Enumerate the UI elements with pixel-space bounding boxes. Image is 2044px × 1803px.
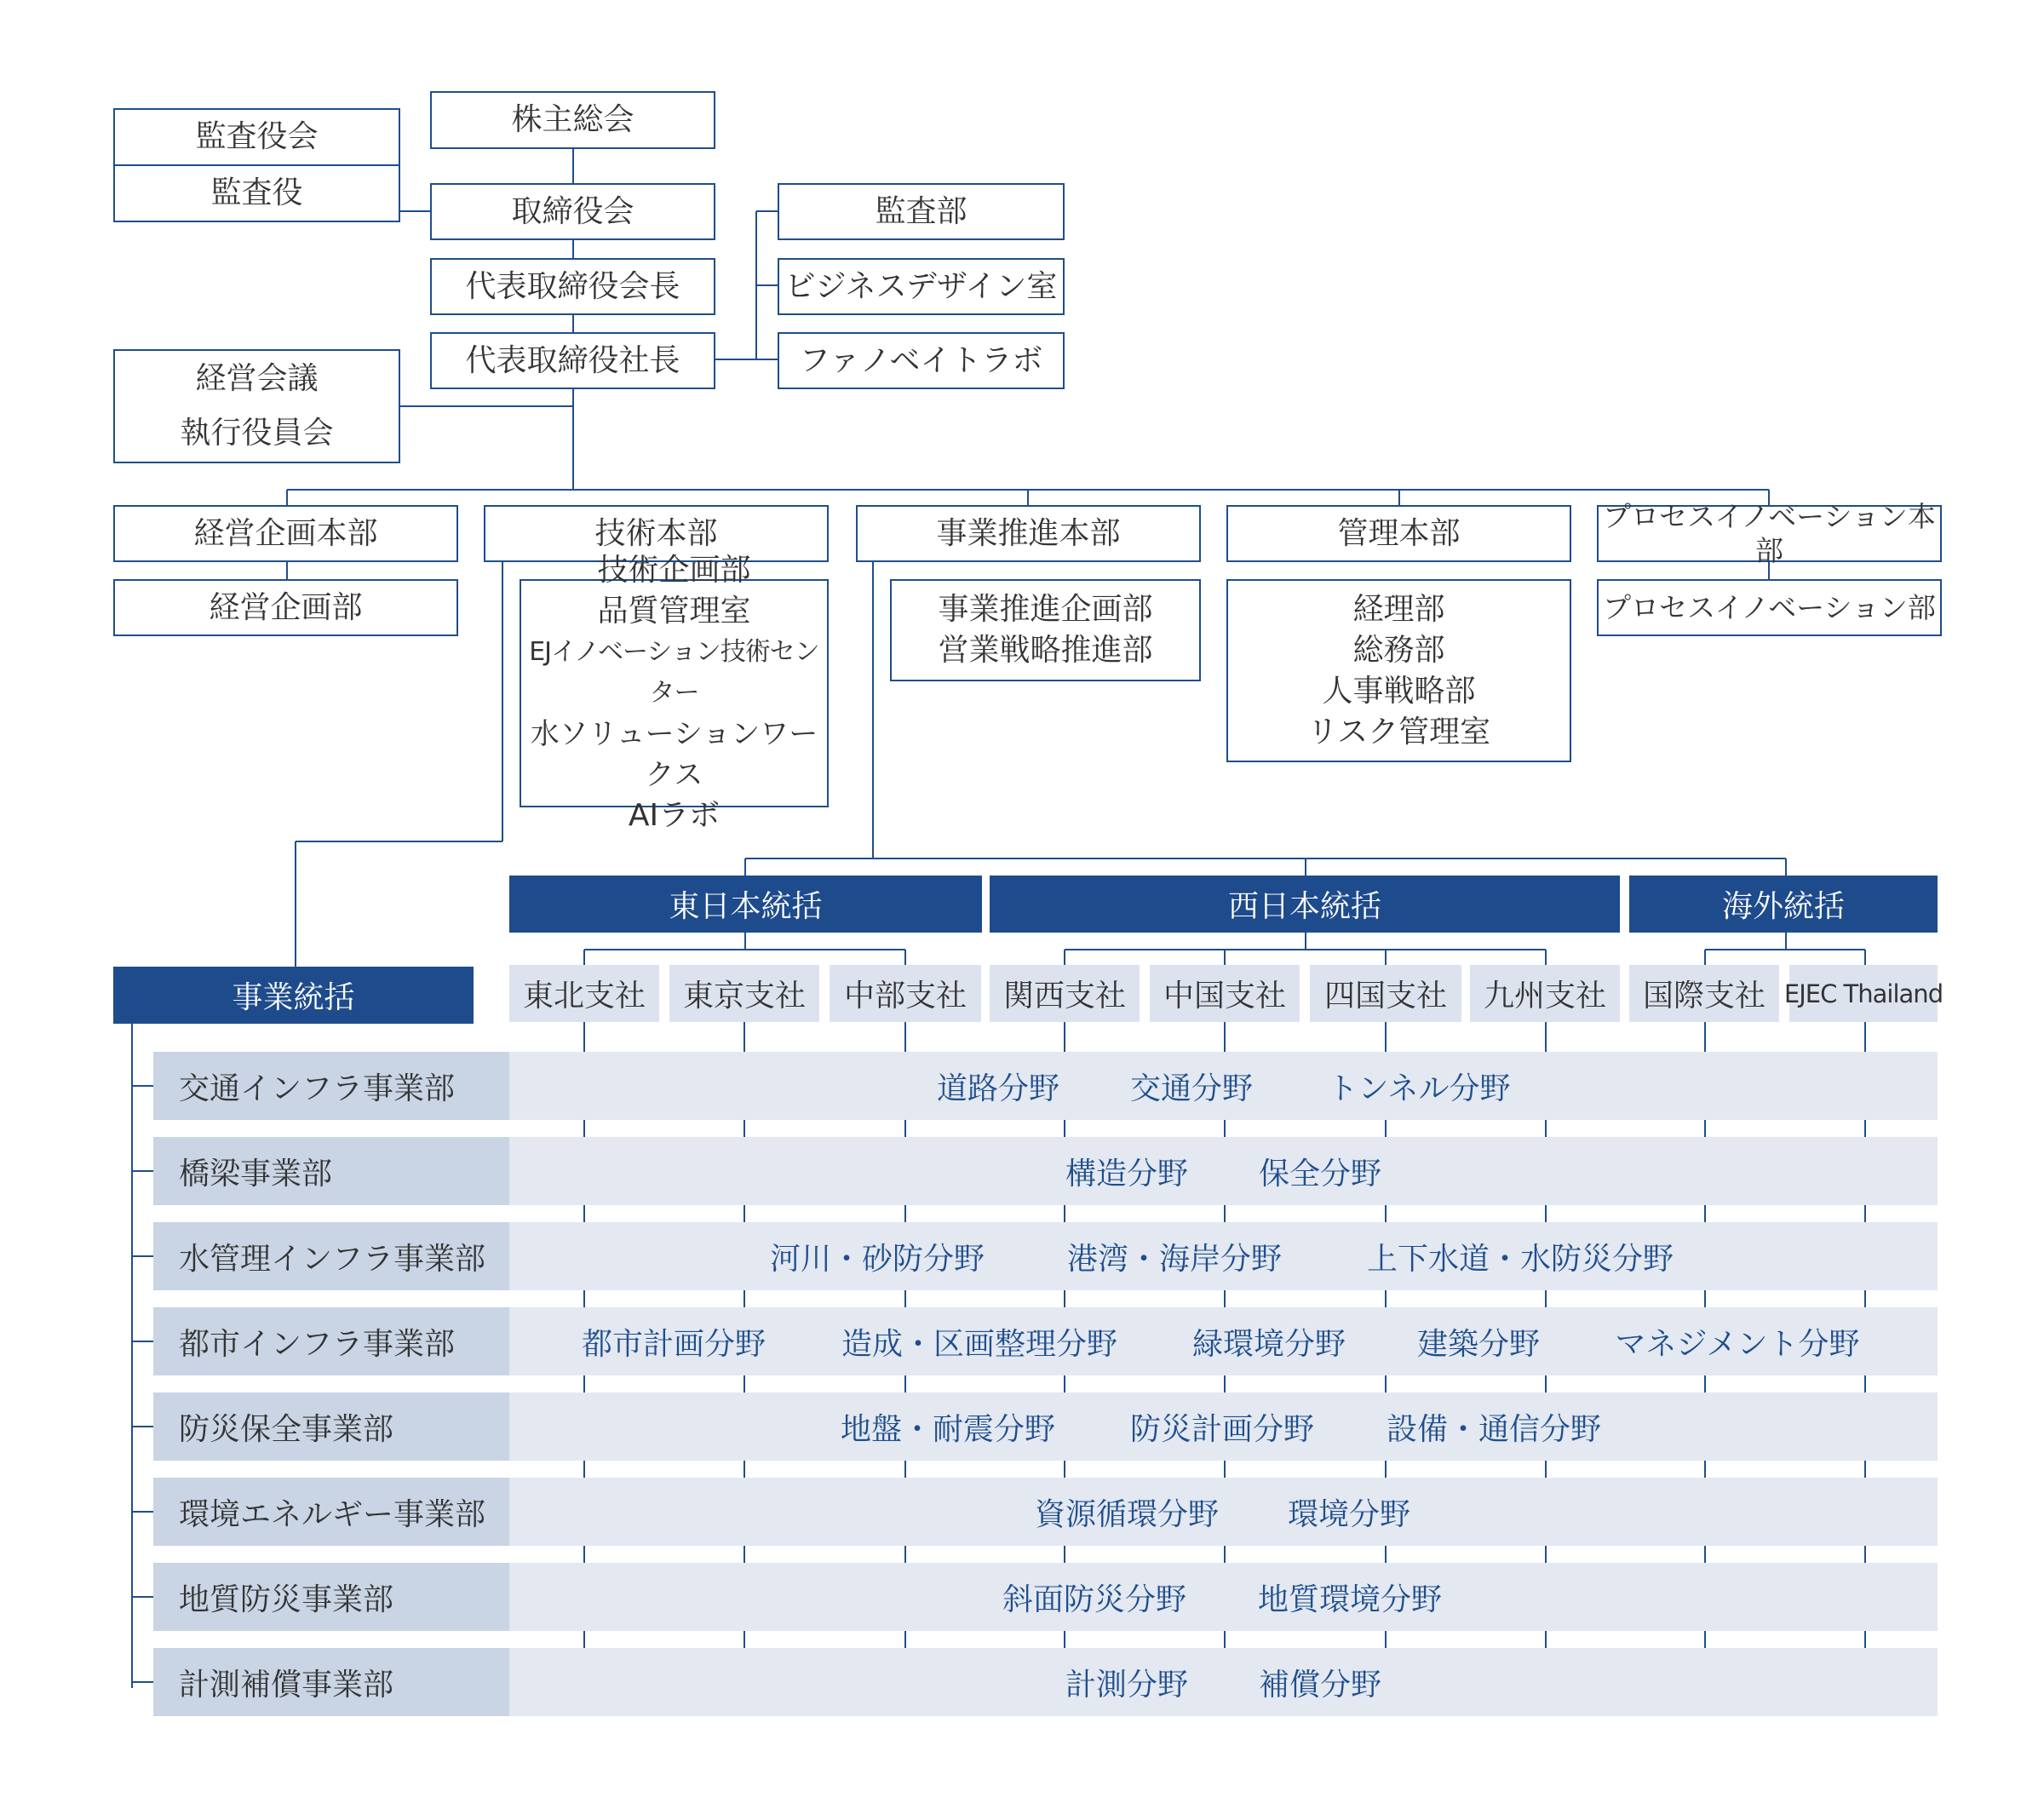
- field-label: 斜面防災分野: [1002, 1582, 1187, 1617]
- branch-label: 国際支社: [1642, 979, 1766, 1013]
- field-label: 建築分野: [1416, 1326, 1541, 1362]
- division-label: 都市インフラ事業部: [153, 1307, 509, 1375]
- branch-label: 中国支社: [1163, 979, 1286, 1013]
- west-japan-region-band: [990, 876, 1620, 933]
- audit-board-label: 監査役会: [195, 119, 319, 155]
- division-label: 環境エネルギー事業部: [153, 1478, 509, 1546]
- corporate-planning-hq-box: [113, 505, 458, 562]
- administration-unit: 経理部: [1352, 591, 1445, 627]
- process-innovation-hq-label: プロセスイノベーション本部: [1603, 499, 1936, 567]
- management-meeting-label: 経営会議: [195, 361, 319, 396]
- administration-unit: 人事戦略部: [1322, 673, 1476, 709]
- president-label: 代表取締役社長: [465, 342, 680, 378]
- branch-chubu: [830, 965, 981, 1022]
- division-label: 地質防災事業部: [153, 1563, 509, 1631]
- division-label: 交通インフラ事業部: [153, 1052, 509, 1120]
- business-promotion-hq-label: 事業推進本部: [936, 515, 1121, 551]
- board-of-directors-box: [430, 183, 715, 240]
- division-label: 防災保全事業部: [153, 1392, 509, 1461]
- business-promotion-unit: 事業推進企画部: [938, 592, 1153, 627]
- auditor-label: 監査役: [210, 175, 303, 211]
- administration-units-box: [1226, 579, 1571, 762]
- process-innovation-dept-box: [1597, 579, 1942, 636]
- branch-international: [1629, 965, 1779, 1022]
- branch-ejec-thailand: [1783, 965, 1944, 1022]
- chairman-box: [430, 258, 715, 315]
- field-label: 保全分野: [1258, 1156, 1382, 1191]
- field-label: マネジメント分野: [1615, 1326, 1860, 1362]
- branch-kansai: [990, 965, 1140, 1022]
- field-label: 都市計画分野: [581, 1326, 766, 1362]
- division-label: 計測補償事業部: [153, 1648, 509, 1716]
- branch-label: 中部支社: [843, 979, 967, 1013]
- audit-board-box: [113, 108, 400, 166]
- field-label: 防災計画分野: [1129, 1411, 1315, 1447]
- field-label: 構造分野: [1065, 1156, 1189, 1191]
- branch-kyushu: [1470, 965, 1620, 1022]
- board-of-directors-label: 取締役会: [511, 193, 634, 229]
- division-label: 水管理インフラ事業部: [153, 1222, 509, 1290]
- field-label: トンネル分野: [1327, 1071, 1511, 1106]
- technology-unit: 技術企画部: [597, 553, 751, 588]
- branch-label: 関西支社: [1002, 979, 1126, 1013]
- business-design-office-label: ビジネスデザイン室: [784, 268, 1058, 304]
- technology-unit: 品質管理室: [597, 594, 751, 629]
- administration-unit: リスク管理室: [1306, 714, 1491, 749]
- field-label: 補償分野: [1258, 1667, 1382, 1703]
- branch-chugoku: [1150, 965, 1300, 1022]
- field-label: 河川・砂防分野: [769, 1241, 985, 1277]
- overseas-region-band: [1629, 876, 1938, 933]
- fanovate-lab-label: ファノベイトラボ: [799, 342, 1043, 378]
- branch-label: EJEC Thailand: [1783, 979, 1944, 1008]
- field-label: 設備・通信分野: [1386, 1411, 1602, 1447]
- administration-unit: 総務部: [1352, 632, 1445, 668]
- business-promotion-units-box: [890, 579, 1201, 681]
- branch-tokyo: [669, 965, 819, 1022]
- branch-label: 四国支社: [1323, 979, 1447, 1013]
- west-japan-region-label: 西日本統括: [1227, 889, 1381, 924]
- process-innovation-hq-box: [1597, 499, 1942, 567]
- management-meeting-box: [113, 349, 400, 463]
- technology-unit: 水ソリューションワークス: [530, 717, 818, 792]
- field-label: 環境分野: [1287, 1496, 1411, 1532]
- shareholders-meeting-label: 株主総会: [511, 102, 634, 138]
- field-label: 交通分野: [1129, 1071, 1254, 1106]
- branch-shikoku: [1310, 965, 1461, 1022]
- executive-committee-label: 執行役員会: [180, 416, 334, 451]
- chairman-label: 代表取締役会長: [465, 268, 680, 304]
- administration-hq-label: 管理本部: [1337, 515, 1461, 551]
- business-design-office-box: [778, 258, 1065, 315]
- overseas-region-label: 海外統括: [1721, 889, 1845, 924]
- business-promotion-unit: 営業戦略推進部: [938, 633, 1153, 668]
- technology-unit: EJイノベーション技術センター: [529, 637, 819, 708]
- technology-unit: AIラボ: [628, 798, 721, 833]
- audit-department-box: [778, 183, 1065, 240]
- field-label: 港湾・海岸分野: [1066, 1241, 1283, 1277]
- process-innovation-dept-label: プロセスイノベーション部: [1603, 590, 1936, 624]
- field-label: 資源循環分野: [1034, 1496, 1220, 1532]
- corporate-planning-hq-label: 経営企画本部: [193, 515, 378, 551]
- branch-tohoku: [509, 965, 659, 1022]
- administration-hq-box: [1226, 505, 1571, 562]
- corporate-planning-dept-label: 経営企画部: [209, 589, 363, 625]
- audit-department-label: 監査部: [875, 193, 967, 229]
- shareholders-meeting-box: [430, 91, 715, 149]
- field-label: 計測分野: [1065, 1667, 1189, 1703]
- east-japan-region-label: 東日本統括: [669, 889, 823, 924]
- field-label: 地盤・耐震分野: [840, 1411, 1056, 1447]
- technology-hq-label: 技術本部: [594, 515, 718, 551]
- business-control-band: [113, 967, 474, 1024]
- fanovate-lab-box: [778, 332, 1065, 389]
- branch-label: 九州支社: [1483, 979, 1606, 1013]
- field-label: 道路分野: [936, 1071, 1060, 1106]
- field-label: 造成・区画整理分野: [841, 1326, 1118, 1362]
- branch-label: 東京支社: [682, 979, 806, 1013]
- branch-label: 東北支社: [522, 979, 646, 1013]
- field-label: 地質環境分野: [1257, 1582, 1443, 1617]
- business-promotion-hq-box: [856, 505, 1201, 562]
- field-label: 上下水道・水防災分野: [1366, 1241, 1674, 1277]
- division-label: 橋梁事業部: [153, 1137, 509, 1205]
- corporate-planning-dept-box: [113, 579, 458, 636]
- auditor-box: [113, 164, 400, 222]
- technology-units-box: [520, 553, 829, 833]
- east-japan-region-band: [509, 876, 982, 933]
- business-control-label: 事業統括: [232, 980, 355, 1015]
- president-box: [430, 332, 715, 389]
- field-label: 緑環境分野: [1191, 1326, 1346, 1362]
